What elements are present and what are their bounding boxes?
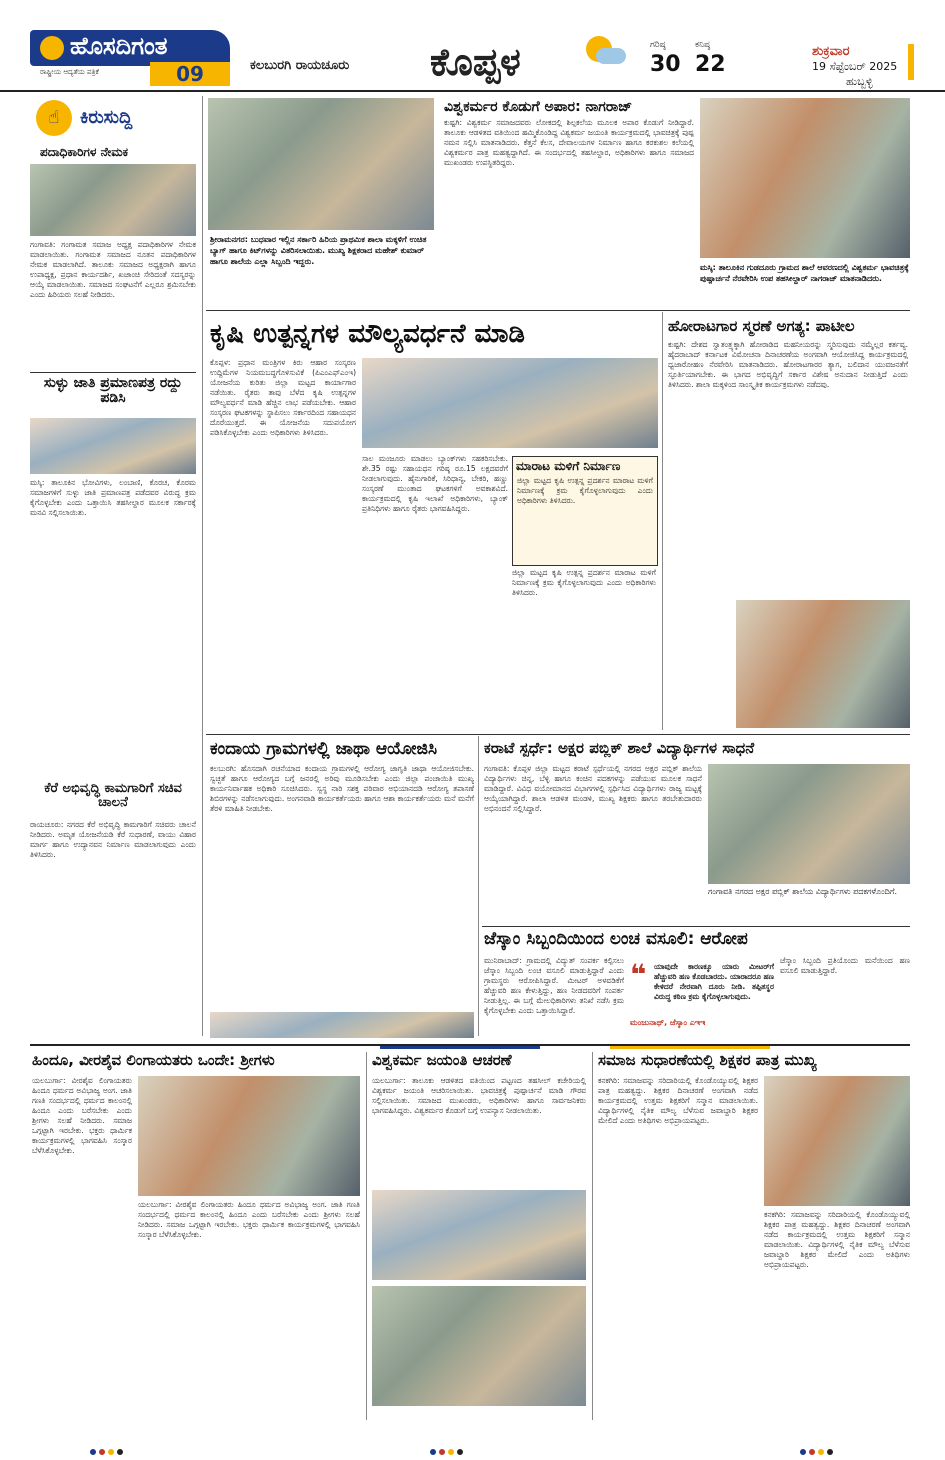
news-photo	[372, 1286, 586, 1406]
column-rule	[478, 736, 479, 1036]
story-body: ರಾಯಚೂರು: ನಗರದ ಕೆರೆ ಅಭಿವೃದ್ಧಿ ಕಾಮಗಾರಿಗೆ ಸಚಿವರು ಚಾಲನೆ ನೀಡಿದರು. ಅಮೃತ ಯೋಜನೆಯಡಿ ಕೆರೆ ಸುಧಾರಣೆ, ವಾಯು ವಿಹಾರ ಮಾರ್ಗ ಹಾಗೂ ಉದ್ಯಾನವನ ನಿರ್ಮಾಣ ಮಾಡಲಾಗುವುದು ಎಂದು ತಿಳಿಸಿದರು.	[30, 820, 196, 859]
news-photo	[138, 1076, 360, 1196]
divider	[206, 310, 910, 311]
story-headline: ಕಂದಾಯ ಗ್ರಾಮಗಳಲ್ಲಿ ಜಾಥಾ ಆಯೋಜಿಸಿ	[210, 739, 437, 759]
story-body: ಯಲಬುರ್ಗಾ: ವೀರಶೈವ ಲಿಂಗಾಯತರು ಹಿಂದೂ ಧರ್ಮದ ಅವಿಭಾಜ್ಯ ಅಂಗ. ಜಾತಿ ಗಣತಿ ಸಂದರ್ಭದಲ್ಲಿ ಧರ್ಮದ ಕಾಲಂನಲ್ಲಿ ಹಿಂದೂ ಎಂದು ಬರೆಸಬೇಕು ಎಂದು ಶ್ರೀಗಳು ಸಲಹೆ ನೀಡಿದರು. ಸಮಾಜ ಒಗ್ಗಟ್ಟಾಗಿ ಇರಬೇಕು. ಭಕ್ತರು ಧಾರ್ಮಿಕ ಕಾರ್ಯಕ್ರಮಗಳಲ್ಲಿ ಭಾಗವಹಿಸಿ ಸಂಸ್ಕಾರ ಬೆಳೆಸಿಕೊಳ್ಳಬೇಕು.	[138, 1200, 360, 1239]
story-headline: ಕೆರೆ ಅಭಿವೃದ್ಧಿ ಕಾಮಗಾರಿಗೆ ಸಚಿವ ಚಾಲನೆ	[44, 781, 182, 811]
page-number: 09	[150, 62, 230, 86]
news-photo	[700, 98, 910, 258]
quote-icon: ❝	[630, 958, 647, 991]
column-rule	[592, 1052, 593, 1420]
column-rule	[366, 1052, 367, 1420]
section-title: ಕಿರುಸುದ್ದಿ	[80, 107, 133, 128]
story-body: ಸಾಲ ಮಂಜೂರು ಮಾಡಲು ಬ್ಯಾಂಕ್‌ಗಳು ಸಹಕರಿಸಬೇಕು. ಶೇ.35 ರಷ್ಟು ಸಹಾಯಧನ ಗರಿಷ್ಠ ರೂ.15 ಲಕ್ಷದವರೆಗೆ ನೀಡಲಾಗುವುದು. ಹೈನುಗಾರಿಕೆ, ಸಿರಿಧಾನ್ಯ, ಬೇಕರಿ, ಹಣ್ಣು ಸಂಸ್ಕರಣೆ ಮುಂತಾದ ಘಟಕಗಳಿಗೆ ಅವಕಾಶವಿದೆ. ಕಾರ್ಯಕ್ರಮದಲ್ಲಿ ಕೃಷಿ ಇಲಾಖೆ ಅಧಿಕಾರಿಗಳು, ಬ್ಯಾಂಕ್ ಪ್ರತಿನಿಧಿಗಳು ಹಾಗೂ ರೈತರು ಭಾಗವಹಿಸಿದ್ದರು.	[362, 454, 508, 513]
story-headline: ಕೃಷಿ ಉತ್ಪನ್ನಗಳ ಮೌಲ್ಯವರ್ಧನೆ ಮಾಡಿ	[210, 319, 525, 349]
tagline: ರಾಷ್ಟ್ರೀಯ ಆದ್ಯತೆಯ ಪತ್ರಿಕೆ	[40, 68, 99, 76]
hand-icon: ☝	[36, 100, 72, 136]
temp-max-label: ಗರಿಷ್ಠ	[650, 40, 666, 50]
emblem-icon	[40, 36, 64, 60]
story-headline: ಕರಾಟೆ ಸ್ಪರ್ಧೆ: ಅಕ್ಷರ ಪಬ್ಲಿಕ್ ಶಾಲೆ ವಿದ್ಯಾರ್ಥಿಗಳ ಸಾಧನೆ	[484, 739, 755, 757]
column-rule	[202, 96, 203, 1036]
story-headline: ಸಮಾಜ ಸುಧಾರಣೆಯಲ್ಲಿ ಶಿಕ್ಷಕರ ಪಾತ್ರ ಮುಖ್ಯ	[598, 1051, 817, 1069]
print-register-marks	[430, 1440, 466, 1459]
sidebar-body: ಜಿಲ್ಲಾ ಮಟ್ಟದ ಕೃಷಿ ಉತ್ಪನ್ನ ಪ್ರದರ್ಶನ ಮಾರಾಟ ಮಳಿಗೆ ನಿರ್ಮಾಣಕ್ಕೆ ಕ್ರಮ ಕೈಗೊಳ್ಳಲಾಗುವುದು ಎಂದು ಅಧಿಕಾರಿಗಳು ತಿಳಿಸಿದರು.	[517, 476, 653, 506]
story-headline: ಸುಳ್ಳು ಜಾತಿ ಪ್ರಮಾಣಪತ್ರ ರದ್ದು ಪಡಿಸಿ	[43, 375, 183, 407]
print-register-marks	[90, 1440, 126, 1459]
edition-title: ಕೊಪ್ಪಳ	[430, 40, 521, 84]
story-body: ಗಂಗಾವತಿ: ಗಂಗಾಮತ ಸಮಾಜ ಅಧ್ಯಕ್ಷ ಪದಾಧಿಕಾರಿಗಳ ನೇಮಕ ಮಾಡಲಾಯಿತು. ಗಂಗಾಮತ ಸಮಾಜದ ನೂತನ ಪದಾಧಿಕಾರಿಗಳ ನೇಮಕ ಮಾಡಲಾಗಿದೆ. ತಾಲೂಕು ಸಮಾಜದ ಅಧ್ಯಕ್ಷರಾಗಿ ಹಾಗೂ ಉಪಾಧ್ಯಕ್ಷ, ಪ್ರಧಾನ ಕಾರ್ಯದರ್ಶಿ, ಖಜಾಂಚಿ ಸೇರಿದಂತೆ ಸದಸ್ಯರನ್ನು ಆಯ್ಕೆ ಮಾಡಲಾಯಿತು. ಸಮಾಜದ ಸಂಘಟನೆಗೆ ಎಲ್ಲರೂ ಶ್ರಮಿಸಬೇಕು ಎಂದು ಹಿರಿಯರು ಸಲಹೆ ನೀಡಿದರು.	[30, 240, 196, 299]
sidebar-title: ಮಾರಾಟ ಮಳಿಗೆ ನಿರ್ಮಾಣ	[516, 459, 621, 473]
city: ಹುಬ್ಬಳ್ಳಿ	[846, 75, 873, 88]
story-headline: ಜೆಸ್ಕಾಂ ಸಿಬ್ಬಂದಿಯಿಂದ ಲಂಚ ವಸೂಲಿ: ಆರೋಪ	[484, 929, 748, 949]
accent-bar	[380, 1046, 540, 1049]
temp-min-label: ಕನಿಷ್ಠ	[695, 40, 711, 50]
news-photo	[764, 1076, 910, 1206]
date: 19 ಸೆಪ್ಟೆಂಬರ್ 2025	[812, 60, 898, 73]
story-body: ಮಸ್ಕಿ: ತಾಲೂಕಿನ ಭೋವಿಗಳು, ಲಂಬಾಣಿ, ಕೊರಚ, ಕೊರಮ ಸಮಾಜಗಳಿಗೆ ಸುಳ್ಳು ಜಾತಿ ಪ್ರಮಾಣಪತ್ರ ಪಡೆದವರ ವಿರುದ್ಧ ಕ್ರಮ ಕೈಗೊಳ್ಳಬೇಕು ಎಂದು ಒತ್ತಾಯಿಸಿ ತಹಸೀಲ್ದಾರ ಮೂಲಕ ಸರ್ಕಾರಕ್ಕೆ ಮನವಿ ಸಲ್ಲಿಸಲಾಯಿತು.	[30, 478, 196, 517]
masthead	[0, 0, 945, 92]
photo-caption: ಶ್ರೀರಾಮನಗರ: ಬುಧವಾರ ಇಲ್ಲಿನ ಸರ್ಕಾರಿ ಹಿರಿಯ ಪ್ರಾಥಮಿಕ ಶಾಲಾ ಮಕ್ಕಳಿಗೆ ಉಚಿತ ಬ್ಯಾಗ್ ಹಾಗೂ ಕಿಟ್‌ಗಳನ್ನು ವಿತರಿಸಲಾಯಿತು. ಮುಖ್ಯ ಶಿಕ್ಷಕರಾದ ಮಹೇಶ್ ಕುಮಾರ್ ಹಾಗೂ ಶಾಲೆಯ ಎಲ್ಲಾ ಸಿಬ್ಬಂದಿ ಇದ್ದರು.	[210, 235, 427, 266]
story-body: ಜಿಲ್ಲಾ ಮಟ್ಟದ ಕೃಷಿ ಉತ್ಪನ್ನ ಪ್ರದರ್ಶನ ಮಾರಾಟ ಮಳಿಗೆ ನಿರ್ಮಾಣಕ್ಕೆ ಕ್ರಮ ಕೈಗೊಳ್ಳಲಾಗುವುದು ಎಂದು ಅಧಿಕಾರಿಗಳು ತಿಳಿಸಿದರು.	[512, 568, 656, 597]
news-photo	[362, 358, 658, 448]
cloud-icon	[596, 48, 626, 64]
news-photo	[208, 98, 434, 230]
story-body: ಕನಕಗಿರಿ: ಸಮಾಜವನ್ನು ಸರಿದಾರಿಯಲ್ಲಿ ಕೊಂಡೊಯ್ಯುವಲ್ಲಿ ಶಿಕ್ಷಕರ ಪಾತ್ರ ಮಹತ್ವದ್ದು. ಶಿಕ್ಷಕರ ದಿನಾಚರಣೆ ಅಂಗವಾಗಿ ನಡೆದ ಕಾರ್ಯಕ್ರಮದಲ್ಲಿ ಉತ್ತಮ ಶಿಕ್ಷಕರಿಗೆ ಸನ್ಮಾನ ಮಾಡಲಾಯಿತು. ವಿದ್ಯಾರ್ಥಿಗಳಲ್ಲಿ ನೈತಿಕ ಮೌಲ್ಯ ಬೆಳೆಸುವ ಜವಾಬ್ದಾರಿ ಶಿಕ್ಷಕರ ಮೇಲಿದೆ ಎಂದು ಅತಿಥಿಗಳು ಅಭಿಪ್ರಾಯಪಟ್ಟರು.	[764, 1210, 910, 1269]
story-headline: ವಿಶ್ವಕರ್ಮರ ಕೊಡುಗೆ ಅಪಾರ: ನಾಗರಾಜ್	[444, 99, 633, 115]
quote-author: ಮಂಜುನಾಥ್, ಜೆಸ್ಕಾಂ ಎಇಇ	[630, 1018, 706, 1027]
accent-bar	[908, 44, 914, 80]
story-headline: ವಿಶ್ವಕರ್ಮ ಜಯಂತಿ ಆಚರಣೆ	[372, 1051, 512, 1069]
story-body: ಕಲಬುರಗಿ: ಹೊಸದಾಗಿ ರಚನೆಯಾದ ಕಂದಾಯ ಗ್ರಾಮಗಳಲ್ಲಿ ಆರೋಗ್ಯ ಜಾಗೃತಿ ಜಾಥಾ ಆಯೋಜಿಸಬೇಕು. ಸ್ವಚ್ಛತೆ ಹಾಗೂ ಆರೋಗ್ಯದ ಬಗ್ಗೆ ಜನರಲ್ಲಿ ಅರಿವು ಮೂಡಿಸಬೇಕು ಎಂದು ಜಿಲ್ಲಾ ಪಂಚಾಯಿತಿ ಮುಖ್ಯ ಕಾರ್ಯನಿರ್ವಾಹಕ ಅಧಿಕಾರಿ ಸೂಚಿಸಿದರು. ಸ್ವಸ್ಥ ನಾರಿ ಸಶಕ್ತ ಪರಿವಾರ ಅಭಿಯಾನದಡಿ ಆರೋಗ್ಯ ತಪಾಸಣೆ ಶಿಬಿರಗಳನ್ನು ನಡೆಸಲಾಗುವುದು. ಅಂಗನವಾಡಿ ಕಾರ್ಯಕರ್ತೆಯರು ಹಾಗೂ ಆಶಾ ಕಾರ್ಯಕರ್ತೆಯರು ಮನೆ ಮನೆಗೆ ತೆರಳಿ ಮಾಹಿತಿ ನೀಡಬೇಕು.	[210, 764, 474, 813]
temp-min: 22	[695, 52, 726, 77]
news-photo	[708, 764, 910, 884]
sidebar-box	[512, 456, 658, 566]
news-photo	[210, 1012, 474, 1038]
temp-max: 30	[650, 52, 681, 77]
print-register-marks	[800, 1440, 836, 1459]
divider	[482, 926, 910, 927]
news-photo	[372, 1190, 586, 1280]
story-body: ಯಲಬುರ್ಗಾ: ವೀರಶೈವ ಲಿಂಗಾಯತರು ಹಿಂದೂ ಧರ್ಮದ ಅವಿಭಾಜ್ಯ ಅಂಗ. ಜಾತಿ ಗಣತಿ ಸಂದರ್ಭದಲ್ಲಿ ಧರ್ಮದ ಕಾಲಂನಲ್ಲಿ ಹಿಂದೂ ಎಂದು ಬರೆಸಬೇಕು ಎಂದು ಶ್ರೀಗಳು ಸಲಹೆ ನೀಡಿದರು. ಸಮಾಜ ಒಗ್ಗಟ್ಟಾಗಿ ಇರಬೇಕು. ಭಕ್ತರು ಧಾರ್ಮಿಕ ಕಾರ್ಯಕ್ರಮಗಳಲ್ಲಿ ಭಾಗವಹಿಸಿ ಸಂಸ್ಕಾರ ಬೆಳೆಸಿಕೊಳ್ಳಬೇಕು.	[32, 1076, 132, 1155]
edition-subtitle: ಕಲಬುರಗಿ ರಾಯಚೂರು	[250, 58, 350, 73]
news-photo	[736, 600, 910, 728]
quote-text: ಯಾವುದೇ ಕಾರಣಕ್ಕೂ ಯಾರು ಮೀಟರ್‌ಗೆ ಹೆಚ್ಚುವರಿ ಹಣ ಕೊಡಬಾರದು. ಯಾರಾದರೂ ಹಣ ಕೇಳಿದರೆ ನೇರವಾಗಿ ದೂರು ನೀಡಿ. ತಪ್ಪಿತಸ್ಥರ ವಿರುದ್ಧ ಕಠಿಣ ಕ್ರಮ ಕೈಗೊಳ್ಳಲಾಗುವುದು.	[654, 962, 774, 1001]
story-body: ಕುಷ್ಟಗಿ: ವಿಶ್ವಕರ್ಮ ಸಮಾಜದವರು ಲೋಕದಲ್ಲಿ ಶಿಲ್ಪಕಲೆಯ ಮೂಲಕ ಅಪಾರ ಕೊಡುಗೆ ನೀಡಿದ್ದಾರೆ. ತಾಲೂಕು ಆಡಳಿತದ ವತಿಯಿಂದ ಹಮ್ಮಿಕೊಂಡಿದ್ದ ವಿಶ್ವಕರ್ಮ ಜಯಂತಿ ಕಾರ್ಯಕ್ರಮದಲ್ಲಿ ಭಾವಚಿತ್ರಕ್ಕೆ ಪುಷ್ಪ ನಮನ ಸಲ್ಲಿಸಿ ಮಾತನಾಡಿದರು. ಕೆತ್ತನೆ ಕೆಲಸ, ದೇವಾಲಯಗಳ ನಿರ್ಮಾಣ ಹಾಗೂ ಕರಕುಶಲ ಕಲೆಯಲ್ಲಿ ವಿಶ್ವಕರ್ಮರ ಪಾತ್ರ ಮಹತ್ವದ್ದಾಗಿದೆ. ಈ ಸಂದರ್ಭದಲ್ಲಿ ತಹಸೀಲ್ದಾರ, ಅಧಿಕಾರಿಗಳು ಹಾಗೂ ಸಮಾಜದ ಮುಖಂಡರು ಉಪಸ್ಥಿತರಿದ್ದರು.	[444, 118, 694, 167]
story-body: ಕನಕಗಿರಿ: ಸಮಾಜವನ್ನು ಸರಿದಾರಿಯಲ್ಲಿ ಕೊಂಡೊಯ್ಯುವಲ್ಲಿ ಶಿಕ್ಷಕರ ಪಾತ್ರ ಮಹತ್ವದ್ದು. ಶಿಕ್ಷಕರ ದಿನಾಚರಣೆ ಅಂಗವಾಗಿ ನಡೆದ ಕಾರ್ಯಕ್ರಮದಲ್ಲಿ ಉತ್ತಮ ಶಿಕ್ಷಕರಿಗೆ ಸನ್ಮಾನ ಮಾಡಲಾಯಿತು. ವಿದ್ಯಾರ್ಥಿಗಳಲ್ಲಿ ನೈತಿಕ ಮೌಲ್ಯ ಬೆಳೆಸುವ ಜವಾಬ್ದಾರಿ ಶಿಕ್ಷಕರ ಮೇಲಿದೆ ಎಂದು ಅತಿಥಿಗಳು ಅಭಿಪ್ರಾಯಪಟ್ಟರು.	[598, 1076, 758, 1125]
story-body: ಕುಷ್ಟಗಿ: ದೇಶದ ಸ್ವಾತಂತ್ರ್ಯಕ್ಕಾಗಿ ಹೋರಾಡಿದ ಮಹನೀಯರನ್ನು ಸ್ಮರಿಸುವುದು ನಮ್ಮೆಲ್ಲರ ಕರ್ತವ್ಯ. ಹೈದರಾಬಾದ್ ಕರ್ನಾಟಕ ವಿಮೋಚನಾ ದಿನಾಚರಣೆಯ ಅಂಗವಾಗಿ ಆಯೋಜಿಸಿದ್ದ ಕಾರ್ಯಕ್ರಮದಲ್ಲಿ ಧ್ವಜಾರೋಹಣ ನೆರವೇರಿಸಿ ಮಾತನಾಡಿದರು. ಹೋರಾಟಗಾರರ ತ್ಯಾಗ, ಬಲಿದಾನ ಯುವಜನತೆಗೆ ಸ್ಫೂರ್ತಿಯಾಗಬೇಕು. ಈ ಭಾಗದ ಅಭಿವೃದ್ಧಿಗೆ ಸರ್ಕಾರ ವಿಶೇಷ ಅನುದಾನ ನೀಡುತ್ತಿದೆ ಎಂದು ತಿಳಿಸಿದರು. ಶಾಲಾ ಮಕ್ಕಳಿಂದ ಸಾಂಸ್ಕೃತಿಕ ಕಾರ್ಯಕ್ರಮಗಳು ನಡೆದವು.	[668, 340, 908, 389]
story-body: ಗಂಗಾವತಿ: ಕೊಪ್ಪಳ ಜಿಲ್ಲಾ ಮಟ್ಟದ ಕರಾಟೆ ಸ್ಪರ್ಧೆಯಲ್ಲಿ ನಗರದ ಅಕ್ಷರ ಪಬ್ಲಿಕ್ ಶಾಲೆಯ ವಿದ್ಯಾರ್ಥಿಗಳು ಚಿನ್ನ, ಬೆಳ್ಳಿ ಹಾಗೂ ಕಂಚಿನ ಪದಕಗಳನ್ನು ಪಡೆಯುವ ಮೂಲಕ ಸಾಧನೆ ಮಾಡಿದ್ದಾರೆ. ವಿವಿಧ ವಯೋಮಾನದ ವಿಭಾಗಗಳಲ್ಲಿ ಸ್ಪರ್ಧಿಸಿದ ವಿದ್ಯಾರ್ಥಿಗಳು ರಾಜ್ಯ ಮಟ್ಟಕ್ಕೆ ಆಯ್ಕೆಯಾಗಿದ್ದಾರೆ. ಶಾಲಾ ಆಡಳಿತ ಮಂಡಳಿ, ಮುಖ್ಯ ಶಿಕ್ಷಕರು ಹಾಗೂ ತರಬೇತುದಾರರು ಅಭಿನಂದನೆ ಸಲ್ಲಿಸಿದ್ದಾರೆ.	[484, 764, 702, 813]
photo-caption: ಮಸ್ಕಿ: ತಾಲೂಕಿನ ಗುಡದೂರು ಗ್ರಾಮದ ಶಾಲೆ ಆವರಣದಲ್ಲಿ ವಿಶ್ವಕರ್ಮ ಭಾವಚಿತ್ರಕ್ಕೆ ಪುಷ್ಪಾರ್ಚನೆ ನೆರವೇರಿಸಿ ಉಪ ತಹಸೀಲ್ದಾರ್ ನಾಗರಾಜ್ ಮಾತನಾಡಿದರು.	[700, 263, 909, 283]
story-body: ಜೆಸ್ಕಾಂ ಸಿಬ್ಬಂದಿ ಪ್ರತಿಯೊಂದು ಮನೆಯಿಂದ ಹಣ ವಸೂಲಿ ಮಾಡುತ್ತಿದ್ದಾರೆ.	[780, 956, 910, 975]
story-body: ಮುನಿರಾಬಾದ್: ಗ್ರಾಮದಲ್ಲಿ ವಿದ್ಯುತ್ ಸಂಪರ್ಕ ಕಲ್ಪಿಸಲು ಜೆಸ್ಕಾಂ ಸಿಬ್ಬಂದಿ ಲಂಚ ವಸೂಲಿ ಮಾಡುತ್ತಿದ್ದಾರೆ ಎಂದು ಗ್ರಾಮಸ್ಥರು ಆರೋಪಿಸಿದ್ದಾರೆ. ಮೀಟರ್ ಅಳವಡಿಕೆಗೆ ಹೆಚ್ಚುವರಿ ಹಣ ಕೇಳುತ್ತಿದ್ದು, ಹಣ ನೀಡದವರಿಗೆ ಸಂಪರ್ಕ ನೀಡುತ್ತಿಲ್ಲ. ಈ ಬಗ್ಗೆ ಮೇಲಧಿಕಾರಿಗಳು ತನಿಖೆ ನಡೆಸಿ ಕ್ರಮ ಕೈಗೊಳ್ಳಬೇಕು ಎಂದು ಒತ್ತಾಯಿಸಿದ್ದಾರೆ.	[484, 956, 624, 1015]
divider	[30, 372, 196, 373]
news-photo	[30, 418, 196, 474]
photo-caption: ಗಂಗಾವತಿ ನಗರದ ಅಕ್ಷರ ಪಬ್ಲಿಕ್ ಶಾಲೆಯ ವಿದ್ಯಾರ್ಥಿಗಳು ಪದಕಗಳೊಂದಿಗೆ.	[708, 887, 898, 896]
story-body: ಯಲಬುರ್ಗಾ: ತಾಲೂಕು ಆಡಳಿತದ ವತಿಯಿಂದ ಪಟ್ಟಣದ ತಹಸೀಲ್ ಕಚೇರಿಯಲ್ಲಿ ವಿಶ್ವಕರ್ಮ ಜಯಂತಿ ಆಚರಿಸಲಾಯಿತು. ಭಾವಚಿತ್ರಕ್ಕೆ ಪುಷ್ಪಾರ್ಚನೆ ಮಾಡಿ ಗೌರವ ಸಲ್ಲಿಸಲಾಯಿತು. ಸಮಾಜದ ಮುಖಂಡರು, ಅಧಿಕಾರಿಗಳು ಹಾಗೂ ಸಾರ್ವಜನಿಕರು ಭಾಗವಹಿಸಿದ್ದರು. ವಿಶ್ವಕರ್ಮರ ಕೊಡುಗೆ ಬಗ್ಗೆ ಉಪನ್ಯಾಸ ನೀಡಲಾಯಿತು.	[372, 1076, 586, 1115]
story-headline: ಹಿಂದೂ, ವೀರಶೈವ ಲಿಂಗಾಯತರು ಒಂದೇ: ಶ್ರೀಗಳು	[32, 1051, 275, 1069]
column-rule	[662, 312, 663, 730]
newspaper-logo: ಹೊಸದಿಗಂತ	[70, 32, 168, 60]
accent-bar	[610, 1046, 770, 1049]
weekday: ಶುಕ್ರವಾರ	[812, 44, 850, 59]
story-headline: ಪದಾಧಿಕಾರಿಗಳ ನೇಮಕ	[40, 145, 129, 159]
story-body: ಕೊಪ್ಪಳ: ಪ್ರಧಾನ ಮಂತ್ರಿಗಳ ಕಿರು ಆಹಾರ ಸಂಸ್ಕರಣ ಉದ್ದಿಮೆಗಳ ನಿಯಮಬದ್ಧಗೊಳಿಸುವಿಕೆ (ಪಿಎಂಎಫ್‌ಎಂಇ) ಯೋಜನೆಯ ಕುರಿತು ಜಿಲ್ಲಾ ಮಟ್ಟದ ಕಾರ್ಯಾಗಾರ ನಡೆಯಿತು. ರೈತರು ತಾವು ಬೆಳೆದ ಕೃಷಿ ಉತ್ಪನ್ನಗಳ ಮೌಲ್ಯವರ್ಧನೆ ಮಾಡಿ ಹೆಚ್ಚಿನ ಲಾಭ ಪಡೆಯಬೇಕು. ಆಹಾರ ಸಂಸ್ಕರಣ ಘಟಕಗಳನ್ನು ಸ್ಥಾಪಿಸಲು ಸರ್ಕಾರದಿಂದ ಸಹಾಯಧನ ದೊರೆಯುತ್ತದೆ. ಈ ಯೋಜನೆಯ ಸದುಪಯೋಗ ಪಡಿಸಿಕೊಳ್ಳಬೇಕು ಎಂದು ಅಧಿಕಾರಿಗಳು ತಿಳಿಸಿದರು.	[210, 358, 356, 437]
story-headline: ಹೋರಾಟಗಾರ ಸ್ಮರಣೆ ಅಗತ್ಯ: ಪಾಟೀಲ	[668, 317, 855, 335]
news-photo	[30, 164, 196, 236]
divider	[206, 734, 910, 735]
